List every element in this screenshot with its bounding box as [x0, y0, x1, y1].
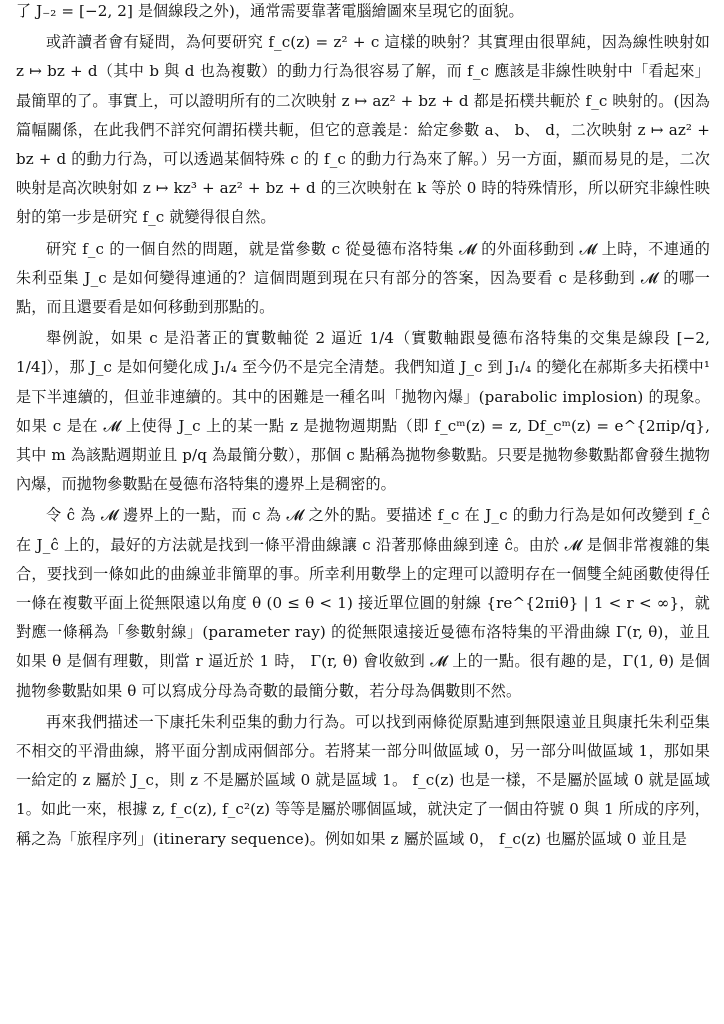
paragraph-parameter-ray: 令 ĉ 為 𝓜 邊界上的一點，而 c 為 𝓜 之外的點。要描述 f_c 在 J_c 的動力行為是如何改變到 f_ĉ 在 J_ĉ 上的，最好的方法就是找到一條平滑曲線讓 c 沿著那條曲線到達 ĉ。由於 𝓜 是個非常複雜的集合，要找到一條如此的曲線並非簡單的事。所幸利用數學上的定理可以證明存在一個雙全純函數使得任一條在複數平面上從無限遠以角度 θ (0 ≤ θ < 1) 接近單位圓的射線 {re^{2πiθ} | 1 < r < ∞}，就對應一條稱為「參數射線」(parameter ray) 的從無限遠接近曼德布洛特集的平滑曲線 Γ(r, θ)，並且如果 θ 是個有理數，則當 r 逼近於 1 時， Γ(r, θ) 會收斂到 𝓜 上的一點。很有趣的是，Γ(1, θ) 是個拋物參數點如果 θ 可以寫成分母為奇數的最簡分數，若分母為偶數則不然。 [16, 506, 710, 700]
document-page [16, 0, 710, 854]
paragraph-continuation: 了 J₋₂ = [−2, 2] 是個線段之外)，通常需要靠著電腦繪圖來呈現它的面貌。 [16, 2, 524, 20]
paragraph-why-study-fc: 或許讀者會有疑問，為何要研究 f_c(z) = z² + c 這樣的映射？其實理由很單純，因為線性映射如 z ↦ bz + d（其中 b 與 d 也為複數）的動力行為很容易了解，而 f_c 應該是非線性映射中「看起來」最簡單的了。事實上，可以證明所有的二次映射 z ↦ az² + bz + d 都是拓樸共軛於 f_c 映射的。(因為篇幅關係，在此我們不詳究何謂拓樸共軛，但它的意義是：給定參數 a、 b、 d，二次映射 z ↦ az² + bz + d 的動力行為，可以透過某個特殊 c 的 f_c 的動力行為來了解。）另一方面，顯而易見的是，二次映射是高次映射如 z ↦ kz³ + az² + bz + d 的三次映射在 k 等於 0 時的特殊情形，所以研究非線性映射的第一步是研究 f_c 就變得很自然。 [16, 33, 710, 227]
paragraph-itinerary-sequence: 再來我們描述一下康托朱利亞集的動力行為。可以找到兩條從原點連到無限遠並且與康托朱利亞集不相交的平滑曲線，將平面分割成兩個部分。若將某一部分叫做區域 0，另一部分叫做區域 1，那如果一給定的 z 屬於 J_c，則 z 不是屬於區域 0 就是區域 1。 f_c(z) 也是一樣，不是屬於區域 0 就是區域 1。如此一來，根據 z, f_c(z), f_c²(z) 等等是屬於哪個區域，就決定了一個由符號 0 與 1 所成的序列，稱之為「旅程序列」(itinerary sequence)。例如如果 z 屬於區域 0， f_c(z) 也屬於區域 0 並且是 [16, 712, 710, 848]
paragraph-natural-question: 研究 f_c 的一個自然的問題，就是當參數 c 從曼德布洛特集 𝓜 的外面移動到 𝓜 上時，不連通的朱利亞集 J_c 是如何變得連通的？這個問題到現在只有部分的答案，因為要看 c 是移動到 𝓜 的哪一點，而且還要看是如何移動到那點的。 [16, 239, 710, 317]
paragraph-parabolic-implosion: 舉例說，如果 c 是沿著正的實數軸從 2 逼近 1/4（實數軸跟曼德布洛特集的交集是線段 [−2, 1/4]），那 J_c 是如何變化成 J₁/₄ 至今仍不是完全清楚。我們知道 J_c 到 J₁/₄ 的變化在郝斯多夫拓樸中¹ 是下半連續的，但並非連續的。其中的困難是一種名叫「拋物內爆」(parabolic implosion) 的現象。如果 c 是在 𝓜 上使得 J_c 上的某一點 z 是拋物週期點（即 f_cᵐ(z) = z, Df_cᵐ(z) = e^{2πip/q}, 其中 m 為該點週期並且 p/q 為最簡分數），那個 c 點稱為拋物參數點。只要是拋物參數點都會發生拋物內爆，而拋物參數點在曼德布洛特集的邊界上是稠密的。 [16, 329, 710, 494]
